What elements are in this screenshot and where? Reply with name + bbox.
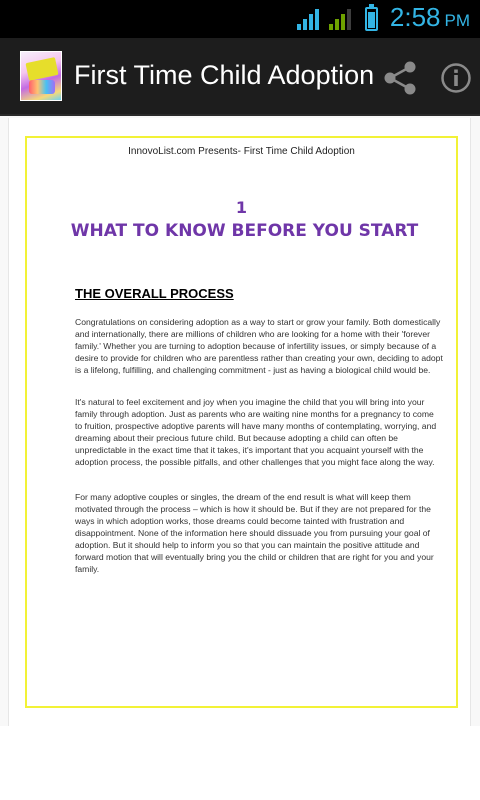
clock-ampm: PM [444,11,470,30]
paragraph: It's natural to feel excitement and joy when you imagine the child that you will bring into your family through adoption. Just as parents who are waiting nine months for a pregnancy to come to fruition, prospective adoptive parents will have many months of contemplating, worrying, and dreaming about their precious future child. But because adopting a child can often be unpredictable in the exact time that it takes, it's important that you acquaint yourself with the adoption process, the possible pitfalls, and other challenges that you might face along the way. [75,397,437,467]
wifi-signal-icon [297,8,321,30]
status-icons [297,2,470,32]
chapter-title: WHAT TO KNOW BEFORE YOU START [70,221,419,241]
app-title: First Time Child Adoption [74,60,375,90]
clock [390,4,470,34]
document-page[interactable] [8,118,471,726]
section-heading: THE OVERALL PROCESS [75,286,234,301]
document-header: InnovoList.com Presents- First Time Child Adoption [128,146,355,157]
document-frame [25,136,458,708]
paragraph: For many adoptive couples or singles, the dream of the end result is what will keep them motivated through the process – which is how it should be. But if they are not prepared for the ways in which adoption works, those dreams could become tainted with frustration and disappointment. None of the information here should dissuade you from pursuing your goal of adoption. But it should help to inform you so that you can maintain the positive attitude and forward motion that will eventually bring you the child or children that are right for you and your family. [75,492,434,574]
status-bar [0,0,480,38]
battery-icon [365,7,378,31]
action-bar [0,38,480,116]
bottom-blank-area [0,726,480,800]
paragraph: Congratulations on considering adoption as a way to start or grow your family. Both domestically and internationally, there are millions of children who are looking for a home with their 'forever family.' Whether you are turning to adoption because of infertility issues, or simply because of a desire to provide for children who are parentless rather than creating your own, deciding to adopt is a lifelong, fulfilling, and challenging commitment - just as having a biological child would be. [75,317,443,375]
cell-signal-icon [329,8,353,30]
app-logo-icon[interactable] [20,51,62,101]
info-icon[interactable] [440,62,472,94]
content-area[interactable] [0,116,480,726]
clock-time: 2:58 [389,2,441,32]
chapter-number: 1 [235,198,248,217]
share-icon[interactable] [380,58,420,98]
